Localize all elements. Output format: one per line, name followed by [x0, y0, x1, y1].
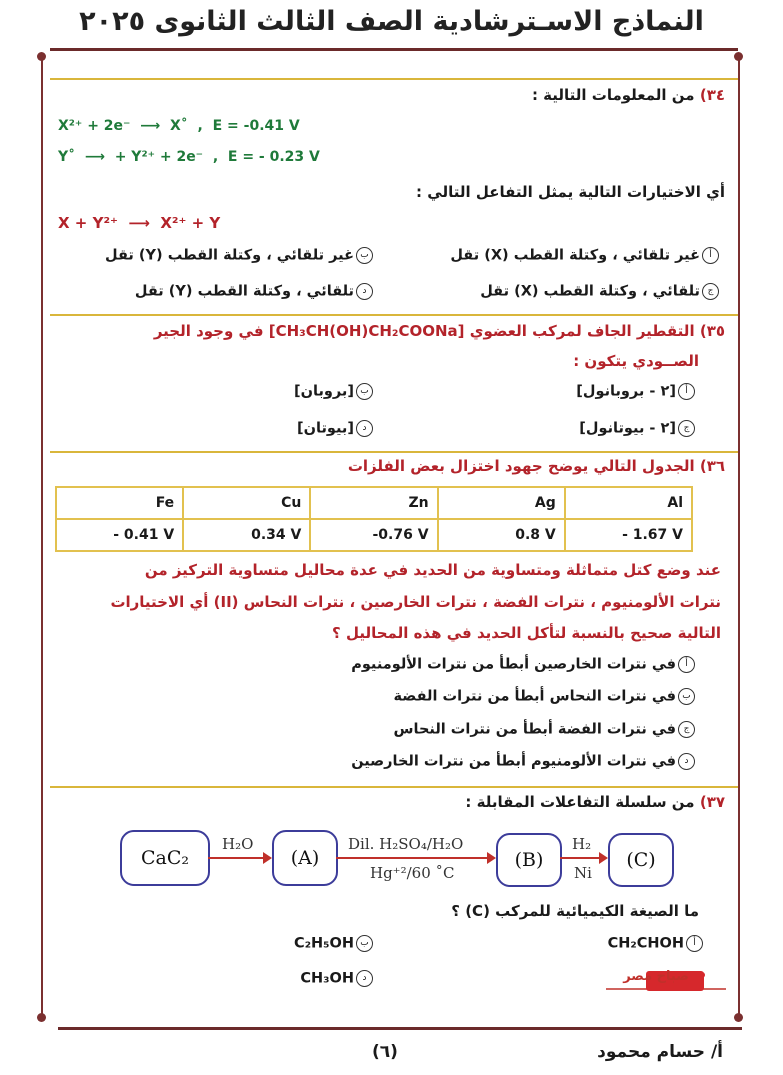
- q37-stem: [55, 793, 725, 811]
- author-signature: أ/ حسام محمود: [597, 1042, 723, 1062]
- option-marker: أ: [686, 935, 703, 952]
- reagent-hydrogen: H₂: [572, 835, 592, 853]
- reagent-nickel: Ni: [574, 864, 592, 882]
- q35-stem-line-2: الصــودي يتكون :: [573, 352, 699, 370]
- section-divider: [50, 314, 738, 316]
- q37-option-d[interactable]: [300, 970, 375, 987]
- table-row-metals: [56, 487, 692, 519]
- reaction-arrow: [208, 857, 270, 859]
- option-marker: أ: [702, 247, 719, 264]
- frame-dot: [37, 52, 46, 61]
- q35-option-a[interactable]: [576, 383, 697, 400]
- option-text: في نترات النحاس أبطأ من نترات الفضة: [393, 688, 676, 705]
- q36-stem-text: الجدول التالي يوضح جهود اختزال بعض الفلزات: [347, 457, 695, 475]
- reaction-arrow: [336, 857, 494, 859]
- table-cell: -0.76 V: [310, 519, 437, 551]
- q35-option-b[interactable]: [294, 383, 375, 400]
- option-marker: أ: [678, 383, 695, 400]
- table-cell: Cu: [183, 487, 310, 519]
- q34-stem-text: من المعلومات التالية :: [531, 86, 695, 104]
- q35-option-d[interactable]: [297, 420, 375, 437]
- q34-option-c[interactable]: [480, 283, 721, 300]
- q34-stem: [65, 86, 725, 104]
- q36-body-line-3: التالية صحيح بالنسبة لتأكل الحديد في هذه المحاليل ؟: [332, 624, 721, 642]
- q34-option-b[interactable]: [105, 247, 375, 264]
- option-text: [بروبان]: [294, 383, 354, 400]
- option-marker: د: [678, 753, 695, 770]
- q36-body-line-1: عند وضع كتل متماثلة ومتساوية من الحديد في عدة محاليل متساوية التركيز من: [144, 561, 721, 579]
- option-marker: د: [356, 970, 373, 987]
- page-number: (٦): [372, 1042, 398, 1062]
- q36-option-b[interactable]: [394, 688, 697, 705]
- compound-b: (B): [496, 833, 562, 887]
- option-marker: أ: [678, 656, 695, 673]
- option-text: في نترات الألومنيوم أبطأ من نترات الخارصين: [351, 753, 676, 770]
- option-marker: ب: [678, 688, 695, 705]
- option-text: [٢ - بيوتانول]: [579, 420, 676, 437]
- table-row-potentials: [56, 519, 692, 551]
- compound-c: (C): [608, 833, 674, 887]
- compound-a: (A): [272, 830, 338, 886]
- option-text: CH₂CHOH: [607, 935, 684, 952]
- q36-option-d[interactable]: [351, 753, 697, 770]
- section-divider: [50, 78, 738, 80]
- option-text: في نترات الخارصين أبطأ من نترات الألومنيوم: [351, 656, 676, 673]
- q34-option-d[interactable]: [135, 283, 375, 300]
- reagent-catalyst: Hg⁺²/60 ˚C: [370, 864, 455, 882]
- q36-body-line-2: نترات الألومنيوم ، نترات الفضة ، نترات الخارصين ، نترات النحاس (II) أي الاختيارات: [110, 593, 721, 611]
- option-marker: ب: [356, 935, 373, 952]
- q36-number: ٣٦): [699, 457, 725, 475]
- table-cell: Al: [565, 487, 692, 519]
- left-frame-line: [41, 56, 43, 1018]
- frame-dot: [37, 1013, 46, 1022]
- page-title: النماذج الاسـترشادية الصف الثالث الثانوى ٢٠٢٥: [79, 6, 704, 37]
- option-text: تلقائي ، وكتلة القطب (X) تقل: [480, 283, 700, 300]
- table-cell: 0.34 V: [183, 519, 310, 551]
- right-frame-line: [738, 56, 740, 1018]
- bottom-rule: [58, 1027, 742, 1030]
- q34-number: ٣٤): [699, 86, 725, 104]
- q37-option-a[interactable]: [608, 935, 705, 952]
- option-text: غير تلقائي ، وكتلة القطب (Y) تقل: [105, 247, 354, 264]
- reagent-water: H₂O: [222, 835, 254, 853]
- q36-option-c[interactable]: [394, 721, 697, 738]
- watermark-logo: [606, 967, 726, 995]
- title-rule: [50, 48, 738, 51]
- option-text: في نترات الفضة أبطأ من نترات النحاس: [393, 721, 676, 738]
- reagent-dilute-acid: Dil. H₂SO₄/H₂O: [348, 835, 464, 853]
- option-text: [بيوتان]: [297, 420, 354, 437]
- q37-option-b[interactable]: [294, 935, 375, 952]
- q36-stem: [55, 457, 725, 475]
- option-marker: ج: [678, 721, 695, 738]
- q34-question: أي الاختيارات التالية يمثل التفاعل التالي :: [416, 183, 725, 201]
- q34-option-a[interactable]: [450, 247, 721, 264]
- q34-equation-2: Y˚ ⟶ + Y²⁺ + 2e⁻ , E = - 0.23 V: [58, 149, 320, 165]
- compound-cac2: CaC₂: [120, 830, 210, 886]
- option-marker: ج: [678, 420, 695, 437]
- option-text: [٢ - بروبانول]: [576, 383, 676, 400]
- q36-option-a[interactable]: [351, 656, 697, 673]
- q37-number: ٣٧): [699, 793, 725, 811]
- option-text: غير تلقائي ، وكتلة القطب (X) تقل: [450, 247, 700, 264]
- option-marker: ج: [702, 283, 719, 300]
- reduction-potentials-table: [55, 486, 693, 552]
- frame-dot: [734, 1013, 743, 1022]
- option-marker: د: [356, 420, 373, 437]
- q35-number: ٣٥): [699, 322, 725, 340]
- q35-option-c[interactable]: [579, 420, 697, 437]
- q37-stem-text: من سلسلة التفاعلات المقابلة :: [465, 793, 695, 811]
- table-cell: - 1.67 V: [565, 519, 692, 551]
- q35-stem-text: التقطير الجاف لمركب العضوي [CH₃CH(OH)CH₂COONa] في وجود الجير: [153, 322, 695, 340]
- table-cell: - 0.41 V: [56, 519, 183, 551]
- q37-question: ما الصيغة الكيميائية للمركب (C) ؟: [451, 902, 699, 920]
- reaction-arrow: [560, 857, 606, 859]
- q35-stem-line-1: [55, 322, 725, 340]
- table-cell: Fe: [56, 487, 183, 519]
- section-divider: [50, 451, 738, 453]
- table-cell: 0.8 V: [438, 519, 565, 551]
- section-divider: [50, 786, 738, 788]
- option-text: CH₃OH: [300, 970, 354, 987]
- option-marker: ب: [356, 247, 373, 264]
- option-text: تلقائي ، وكتلة القطب (Y) تقل: [134, 283, 354, 300]
- option-marker: ب: [356, 383, 373, 400]
- option-marker: د: [356, 283, 373, 300]
- watermark-text: صباح مصر: [623, 969, 689, 984]
- frame-dot: [734, 52, 743, 61]
- table-cell: Ag: [438, 487, 565, 519]
- table-cell: Zn: [310, 487, 437, 519]
- q34-reaction: X + Y²⁺ ⟶ X²⁺ + Y: [58, 214, 221, 232]
- q34-equation-1: X²⁺ + 2e⁻ ⟶ X˚ , E = -0.41 V: [58, 118, 300, 134]
- option-text: C₂H₅OH: [294, 935, 354, 952]
